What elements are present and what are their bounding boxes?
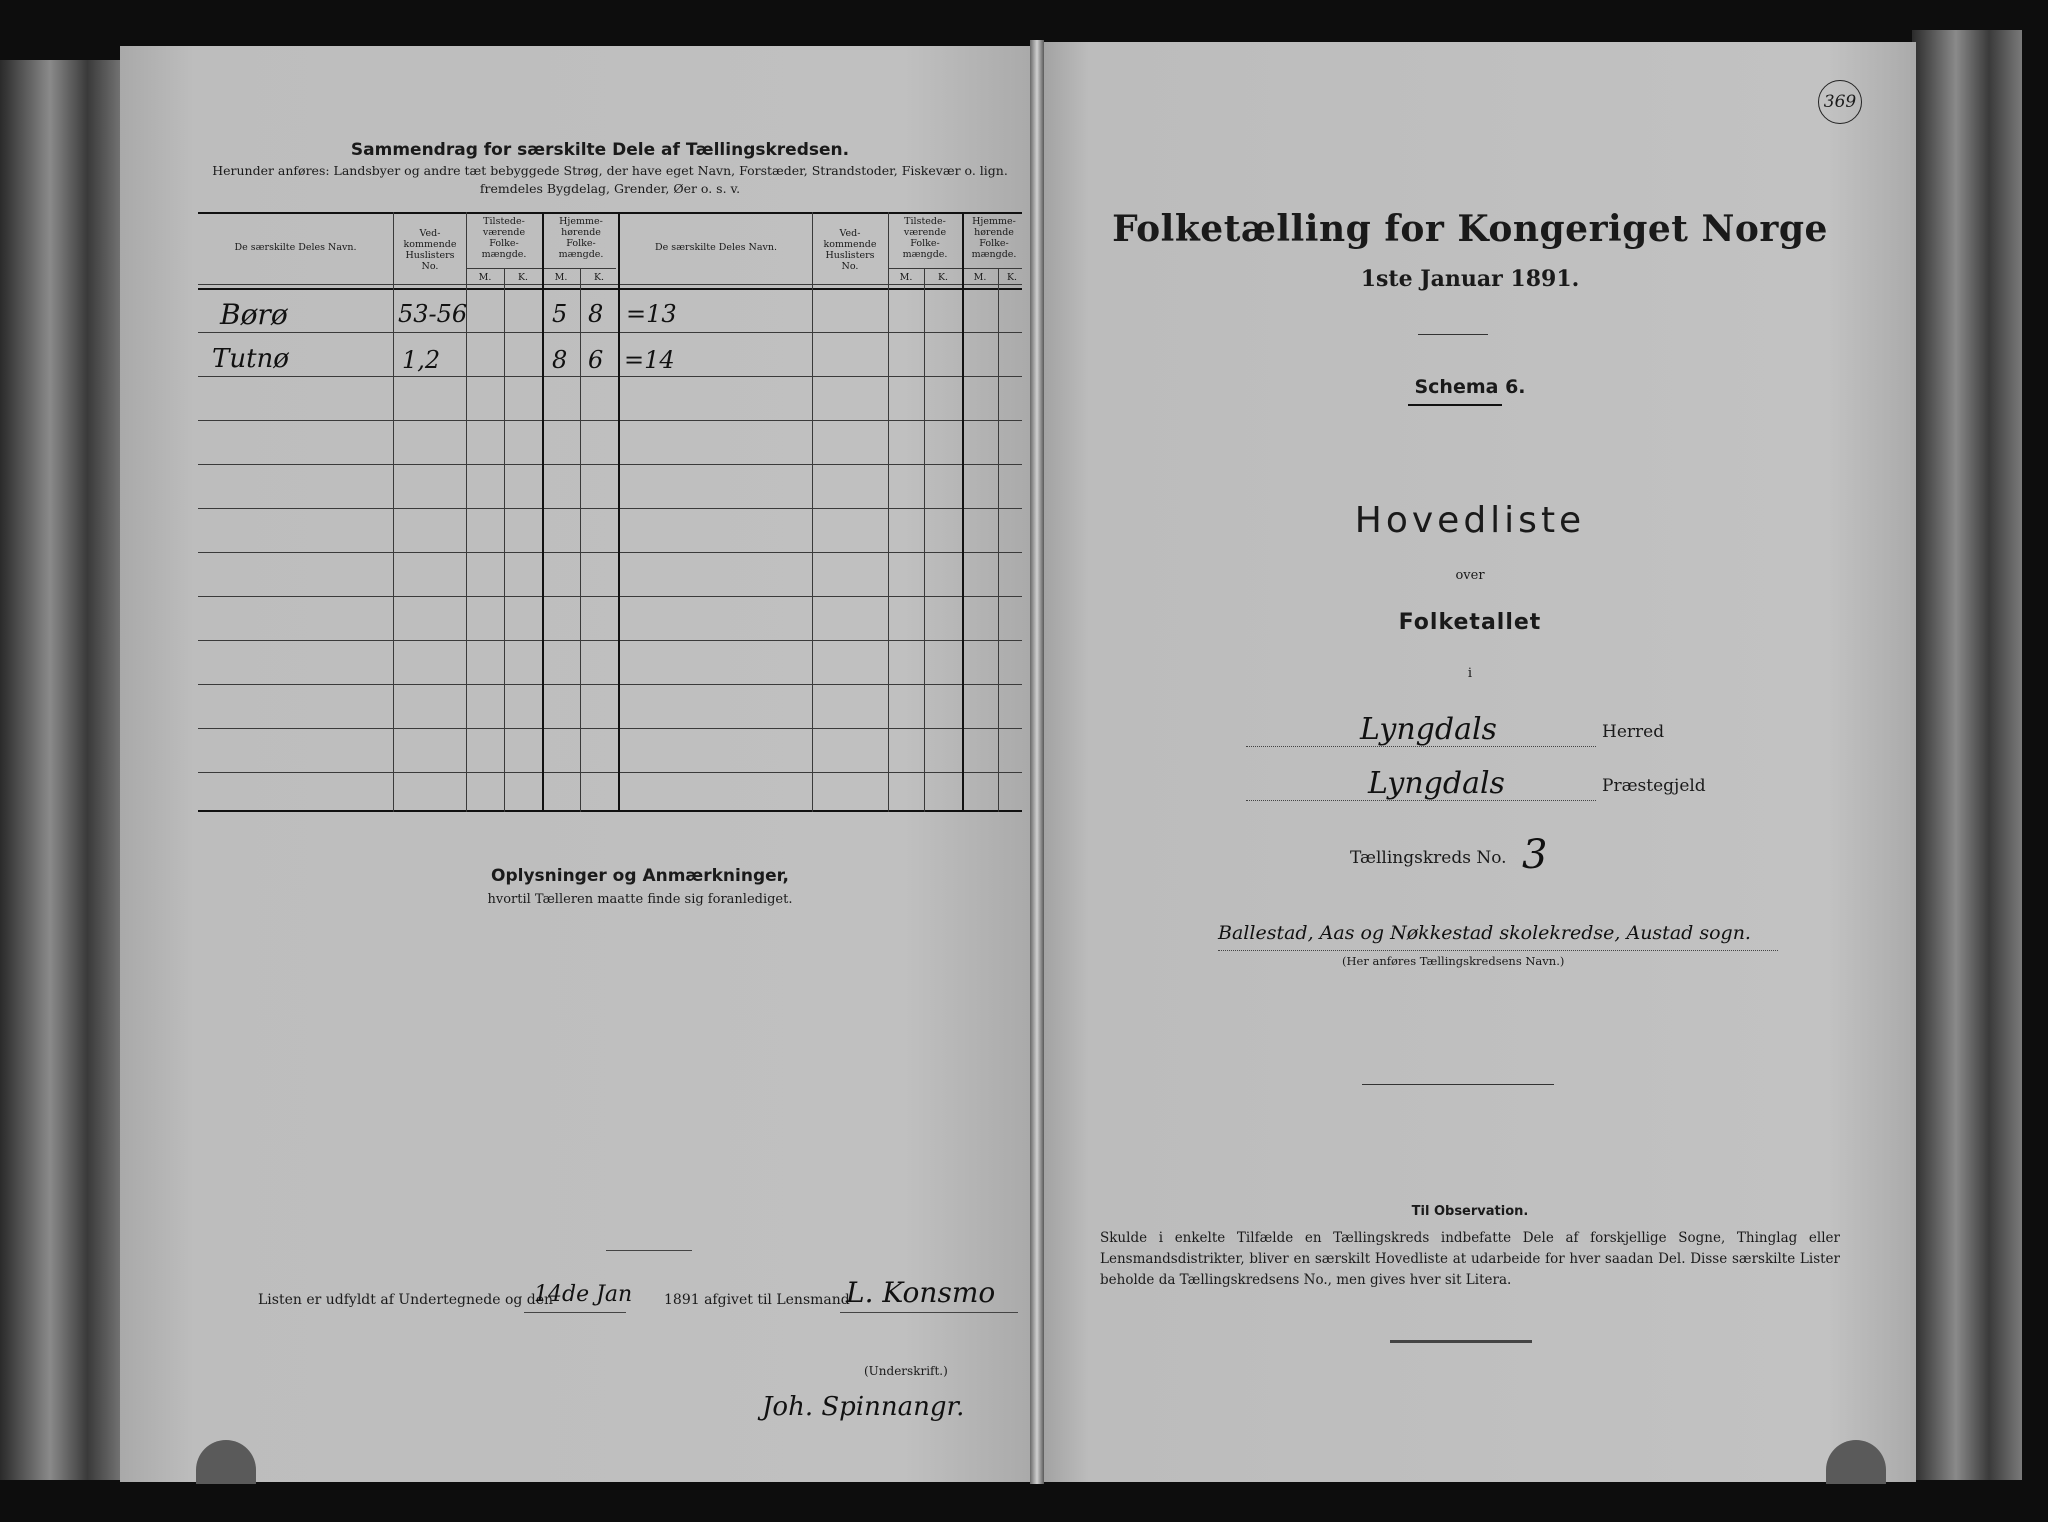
hovedliste-title: Hovedliste [1354,500,1586,541]
table-row-1-name: Børø [220,298,288,331]
over-label: over [1455,568,1485,583]
table-row-2-note: =14 [624,346,675,374]
book-edge-left [0,60,125,1480]
divider [1418,334,1488,335]
col-k: K. [937,272,949,283]
herred-label: Herred [1602,722,1665,742]
summary-subtitle-line1: Herunder anføres: Landsbyer og andre tæt bebyggede Strøg, der have eget Navn, Forstæder, Strandstoder, Fiskevær o. lign. [212,163,1008,178]
col-header-tilstede: Tilstede-værende Folke-mængde. [902,216,948,260]
divider [606,1250,692,1251]
summary-subtitle-line2: fremdeles Bygdelag, Grender, Øer o. s. v. [479,181,741,196]
census-date: 1ste Januar 1891. [1360,266,1580,292]
col-header-huslister: Ved-kommende Huslisters No. [823,228,877,272]
observation-title: Til Observation. [1411,1204,1529,1219]
col-k: K. [1006,272,1018,283]
divider [1390,1340,1532,1343]
book-gutter [1030,40,1044,1484]
col-header-hjemme: Hjemme-hørende Folke-mængde. [558,216,604,260]
col-m: M. [478,272,492,283]
col-header-hjemme: Hjemme-hørende Folke-mængde. [971,216,1017,260]
sign-date-underline [524,1312,626,1313]
table-row-1-hjem-m: 5 [552,300,568,328]
folketallet-title: Folketallet [1398,610,1542,635]
kreds-label: Tællingskreds No. [1350,848,1507,868]
herred-dotted-line [1246,746,1596,747]
sign-mid-text: 1891 afgivet til Lensmand [664,1292,850,1308]
col-m: M. [899,272,913,283]
col-header-huslister: Ved-kommende Huslisters No. [403,228,457,272]
col-header-name: De særskilte Deles Navn. [654,242,778,253]
col-k: K. [517,272,529,283]
col-m: M. [973,272,987,283]
col-m: M. [554,272,568,283]
book-edge-right [1912,30,2022,1480]
divider [1362,1084,1554,1085]
table-row-1-note: =13 [626,300,677,328]
kreds-value: 3 [1522,832,1548,878]
table-row-2-hjem-m: 8 [552,346,568,374]
table-row-2-hus: 1,2 [402,346,441,374]
schema-underline [1408,404,1502,406]
kreds-name-dotted-line [1218,950,1778,951]
herred-value: Lyngdals [1360,712,1497,747]
kreds-name-label: (Her anføres Tællingskredsens Navn.) [1342,954,1565,968]
prestegjeld-label: Præstegjeld [1602,776,1706,796]
sign-date: 14de Jan [534,1282,633,1307]
prestegjeld-dotted-line [1246,800,1596,801]
notes-subtitle: hvortil Tælleren maatte finde sig foranlediget. [487,892,793,907]
signature-label: (Underskrift.) [864,1364,948,1378]
table-row-1-hjem-k: 8 [588,300,604,328]
col-k: K. [593,272,605,283]
summary-table [198,212,1022,812]
kreds-name: Ballestad, Aas og Nøkkestad skolekredse, Austad sogn. [1218,922,1751,944]
sign-lensmand-underline [840,1312,1018,1313]
summary-title: Sammendrag for særskilte Dele af Tællingskredsen. [350,140,850,160]
summary-subtitle [200,162,1020,198]
table-row-1-hus: 53-56 [398,300,468,328]
col-header-name: De særskilte Deles Navn. [234,242,357,253]
schema-label: Schema 6. [1414,376,1526,398]
col-header-tilstede: Tilstede-værende Folke-mængde. [481,216,527,260]
sign-lensmand: L. Konsmo [846,1276,996,1309]
notes-title: Oplysninger og Anmærkninger, [491,866,789,886]
signature-name: Joh. Spinnangr. [762,1392,965,1422]
prestegjeld-value: Lyngdals [1368,766,1505,801]
i-label: i [1467,666,1473,681]
census-title: Folketælling for Kongeriget Norge [1112,208,1828,250]
folio-stamp: 369 [1818,80,1862,124]
table-row-2-name: Tutnø [212,344,289,374]
table-row-2-hjem-k: 6 [588,346,604,374]
sign-pre-text: Listen er udfyldt af Undertegnede og den [258,1292,554,1308]
observation-text: Skulde i enkelte Tilfælde en Tællingskreds indbefatte Dele af forskjellige Sogne, Thinglag eller Lensmandsdistrikter, bliver en særskilt Hovedliste at udarbeide for hver saadan Del. Disse særskilte Lister beholde da Tællingskredsens No., men gives hver sit Litera. [1100,1230,1840,1288]
